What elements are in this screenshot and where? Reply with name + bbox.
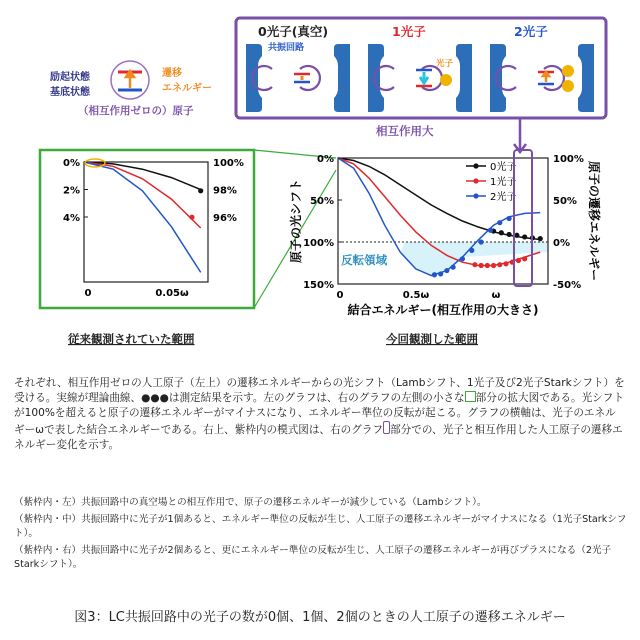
data-point-1	[516, 258, 521, 263]
x-tick-label: 0.05ω	[155, 288, 189, 299]
data-point-2	[438, 271, 443, 276]
data-point-0	[198, 188, 203, 193]
panel-title-0: 0光子(真空)	[258, 24, 329, 39]
panel-title-1: 1光子	[392, 24, 426, 39]
note-middle-tag: （紫枠内・中）	[14, 514, 82, 525]
panel-title-2: 2光子	[514, 24, 548, 39]
y-left-tick-label: 0%	[63, 158, 80, 169]
data-point-2	[451, 265, 456, 270]
photon-icon	[562, 65, 574, 77]
mode-panels	[236, 18, 606, 118]
data-point-0	[507, 232, 512, 237]
legend-marker-0	[473, 163, 478, 168]
x-tick-label: ω	[491, 290, 501, 301]
interaction-arrow	[514, 118, 526, 152]
x-axis-label: 結合エネルギー(相互作用の大きさ)	[347, 303, 539, 317]
data-point-2	[479, 239, 484, 244]
data-point-2	[507, 216, 512, 221]
figure-title: 図3：LC共振回路中の光子の数が0個、1個、2個のときの人工原子の遷移エネルギー	[74, 610, 566, 625]
note-right	[14, 544, 630, 571]
y-right-tick-label: -50%	[553, 280, 582, 291]
y-right-tick-label: 100%	[213, 158, 244, 169]
y-right-tick-label: 50%	[553, 196, 577, 207]
data-point-2	[444, 268, 449, 273]
legend-label-1: 1光子	[490, 177, 517, 188]
transition-label-1: 遷移	[162, 68, 182, 79]
data-point-0	[499, 230, 504, 235]
atom-legend	[50, 61, 212, 117]
note-middle-text: 共振回路中に光子が1個あると、エネルギー準位の反転が生じ、人工原子の遷移エネルギーがマイナスになる（1光子Starkシフト）。	[14, 514, 627, 539]
region-label: 反転領域	[341, 252, 388, 267]
green-box-icon	[465, 391, 476, 402]
small-chart-frame	[40, 150, 254, 308]
body-text-1: それぞれ、相互作用ゼロの人工原子（左上）の遷移エネルギーからの光シフト（Lambシフト、1光子及び2光子Starkシフト）を受ける。実線が理論曲線、●●●は測定結果を示す。左のグラフは、右のグラフの左側の小さな	[14, 377, 625, 404]
data-point-1	[491, 263, 496, 268]
data-point-0	[522, 234, 527, 239]
y-left-tick-label: 2%	[63, 185, 80, 197]
transition-label-2: エネルギー	[162, 83, 212, 94]
data-point-1	[522, 256, 527, 261]
note-middle	[14, 513, 630, 540]
y-left-tick-label: 50%	[310, 196, 334, 207]
note-right-text: 共振回路中に光子が2個あると、更にエネルギー準位の反転が生じ、人工原子の遷移エネルギーが再びプラスになる（2光子Starkシフト）。	[14, 545, 612, 570]
note-left-text: 共振回路中の真空場との相互作用で、原子の遷移エネルギーが減少している（Lambシフト）。	[81, 497, 487, 508]
data-point-2	[497, 220, 502, 225]
legend-label-0: 0光子	[490, 162, 517, 173]
purple-box-icon	[383, 421, 390, 434]
note-left	[14, 496, 630, 510]
x-tick-label: 0	[336, 290, 344, 301]
data-point-1	[472, 262, 477, 267]
legend-marker-2	[473, 193, 478, 198]
note-right-tag: （紫枠内・右）	[14, 545, 82, 556]
y-left-tick-label: 100%	[303, 238, 334, 249]
photon-icon	[440, 74, 452, 86]
ground-state-label: 基底状態	[50, 87, 90, 98]
data-point-2	[432, 272, 437, 277]
transition-arrow-icon	[126, 71, 134, 88]
y-left-tick-label: 4%	[63, 213, 80, 224]
small-chart-caption: 従来観測されていた範囲	[68, 332, 195, 346]
data-point-2	[469, 248, 474, 253]
data-point-2	[460, 256, 465, 261]
photon-icon	[562, 80, 574, 92]
y-right-tick-label: 96%	[213, 213, 237, 224]
y-right-tick-label: 100%	[553, 154, 584, 165]
y-axis-left-label: 原子の光シフト	[289, 178, 303, 264]
body-paragraph	[14, 376, 626, 453]
purple-selection-box	[514, 150, 532, 286]
data-point-1	[479, 263, 484, 268]
y-axis-right-label: 原子の遷移エネルギー	[587, 160, 601, 282]
data-point-0	[538, 236, 543, 241]
resonator-label: 共振回路	[268, 43, 305, 53]
legend-label-2: 2光子	[490, 192, 517, 203]
data-point-1	[497, 262, 502, 267]
small-chart	[63, 158, 244, 299]
note-left-tag: （紫枠内・左）	[14, 497, 82, 508]
x-tick-label: 0.5ω	[402, 290, 430, 301]
photon-label: 光子	[436, 59, 454, 69]
data-point-1	[189, 215, 194, 220]
body-text-2: 部分の拡大図である。光シフトが100%を超えると原子の遷移エネルギーがマイナスになり、エネルギー準位の反転が起こる。グラフの横軸は、光子のエネルギーωで表した結合エネルギーである。右上、紫枠内の模式図は、右のグラフ	[14, 392, 624, 436]
data-point-2	[488, 228, 493, 233]
data-point-0	[514, 233, 519, 238]
y-left-tick-label: 150%	[303, 280, 334, 291]
y-right-tick-label: 0%	[553, 238, 570, 249]
legend-marker-1	[473, 178, 478, 183]
series-line-1	[84, 162, 201, 228]
large-chart	[288, 150, 602, 317]
y-right-tick-label: 98%	[213, 185, 237, 197]
excited-state-label: 励起状態	[50, 72, 90, 83]
data-point-1	[485, 263, 490, 268]
plot-frame	[84, 162, 208, 282]
body-text-3: 部分での、光子と相互作用した人工原子の遷移エネルギー変化を示す。	[14, 424, 623, 451]
y-left-tick-label: 0%	[317, 154, 334, 165]
interaction-label: 相互作用大	[376, 124, 434, 138]
x-tick-label: 0	[84, 288, 92, 299]
atom-caption: （相互作用ゼロの）原子	[78, 105, 194, 117]
large-chart-caption: 今回観測した範囲	[386, 332, 478, 346]
data-point-1	[503, 261, 508, 266]
